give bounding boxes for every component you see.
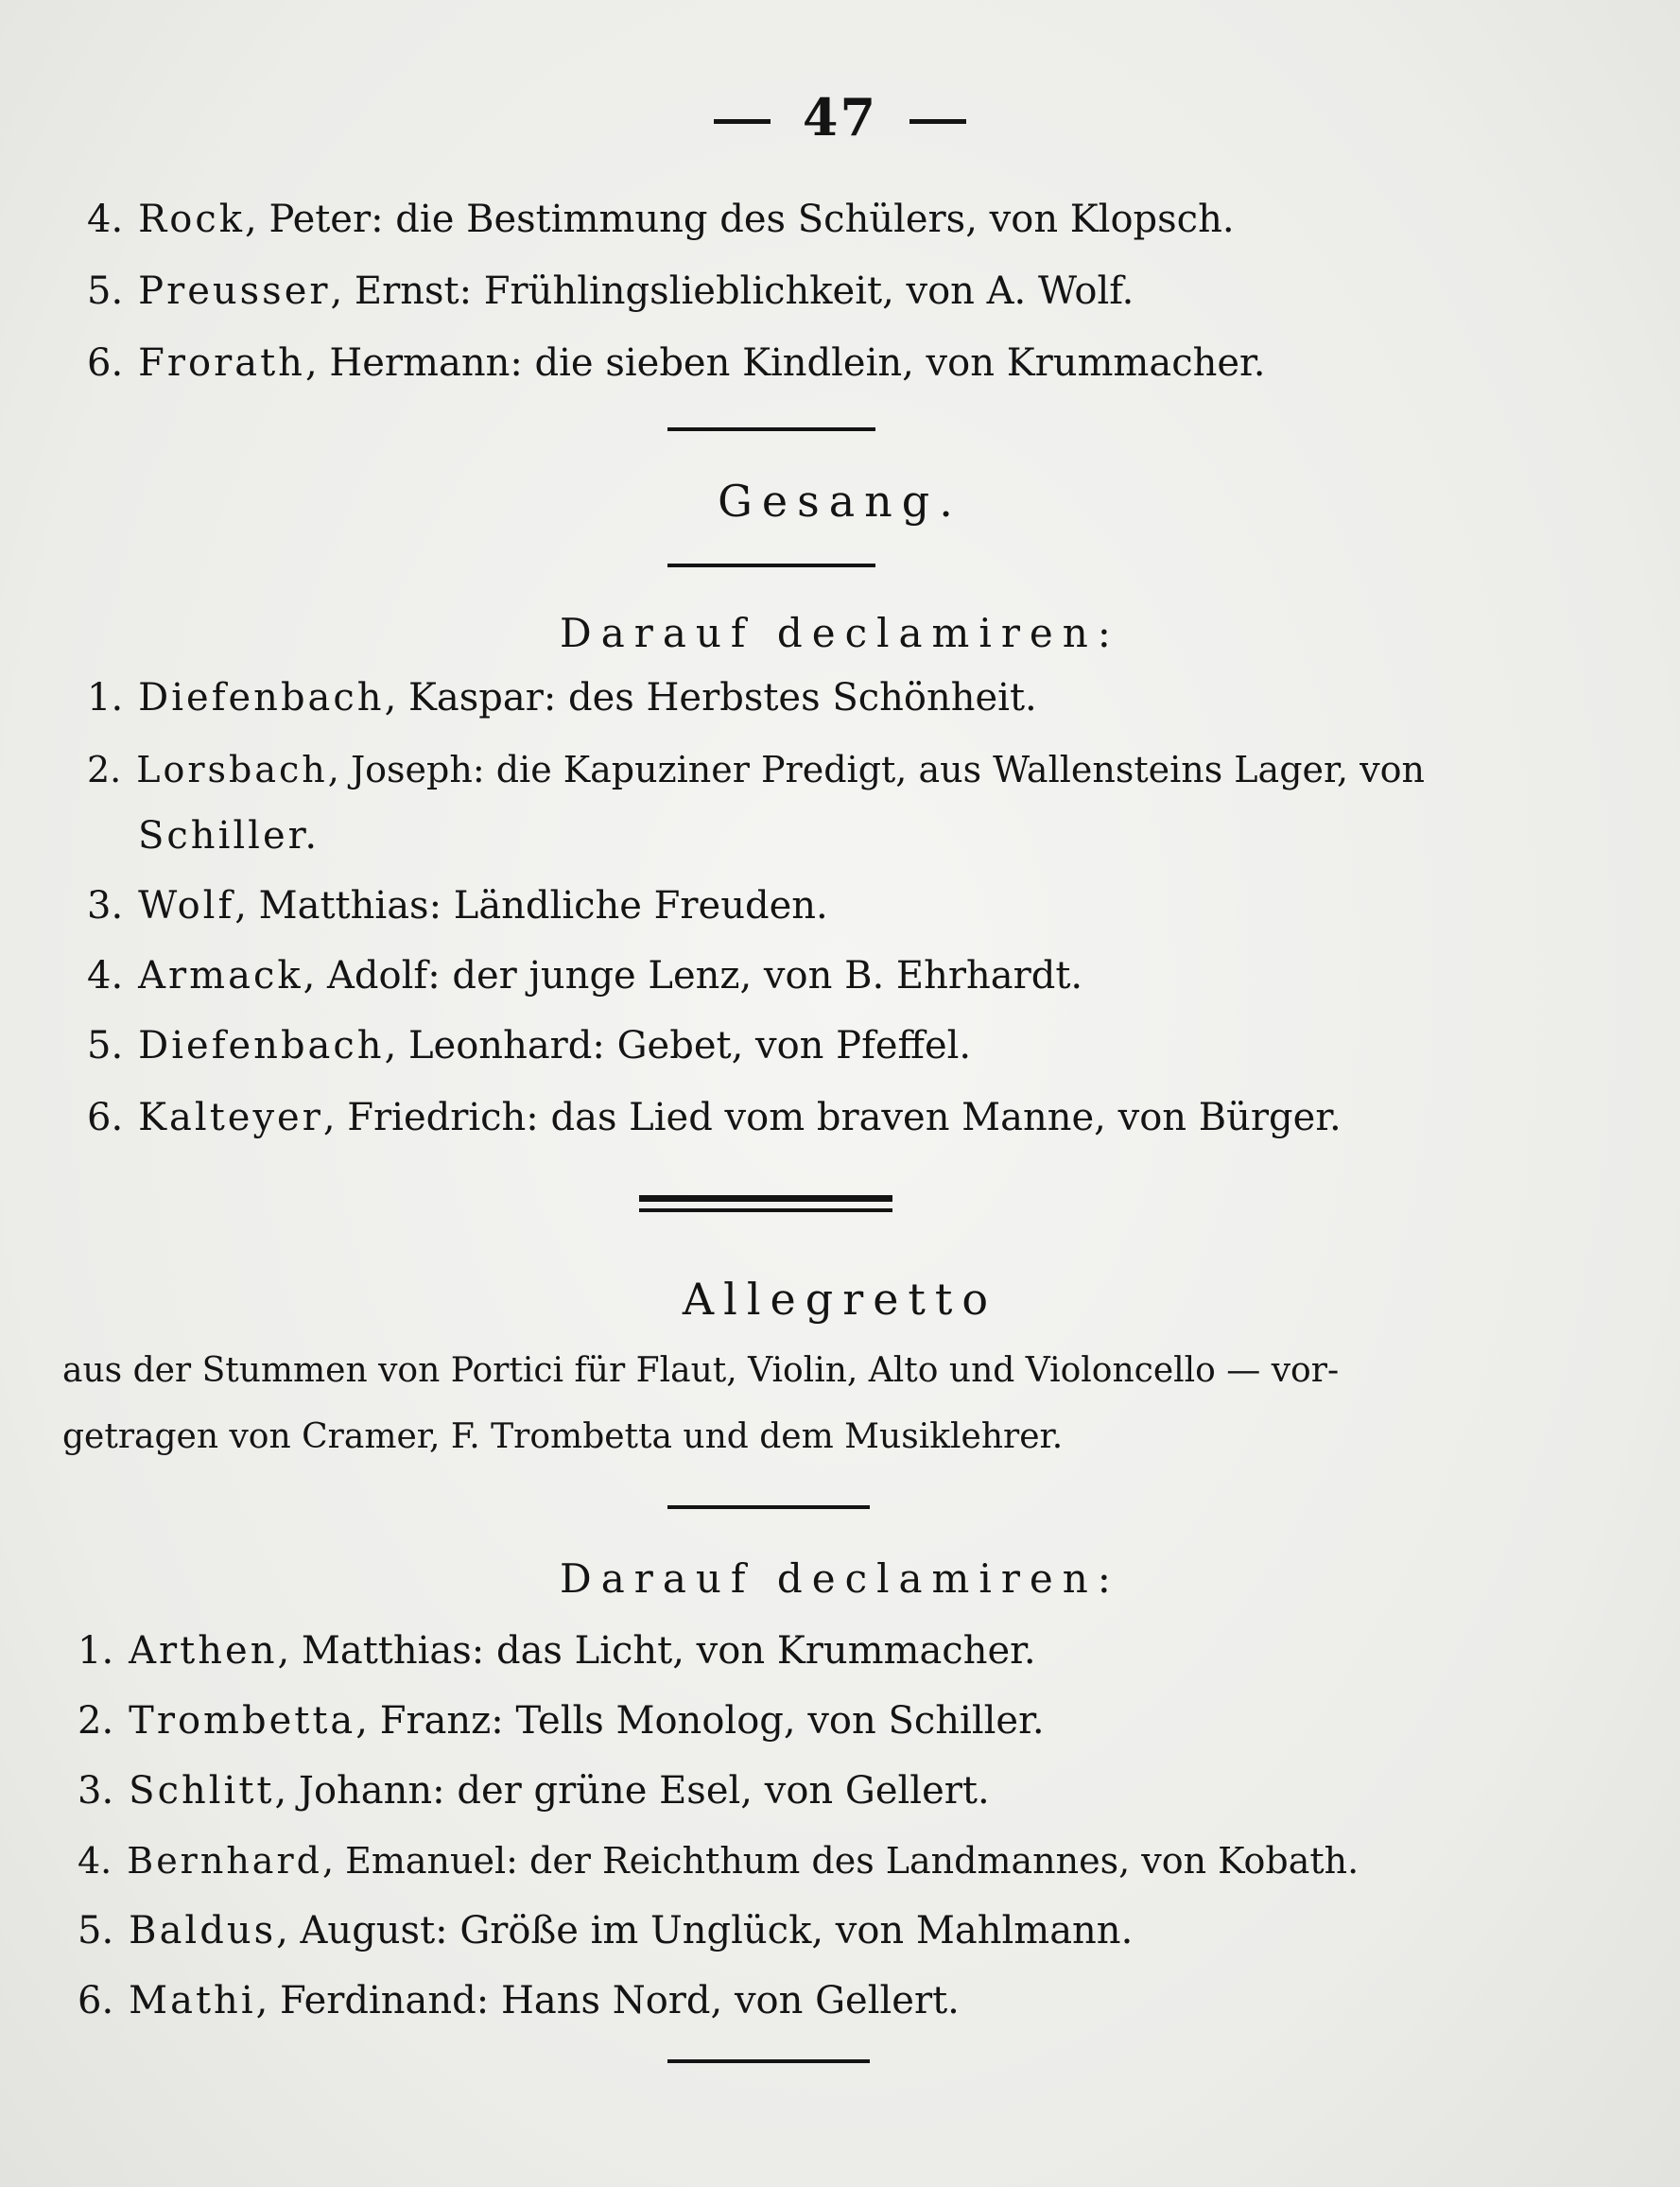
item-name: Lorsbach [136,749,328,790]
item-text: , Matthias: Ländliche Freuden. [234,884,828,928]
list-item [87,193,1235,246]
list-item [78,1694,1045,1747]
list-item [87,743,1425,796]
item-number: 1. [78,1629,114,1673]
item-text: , Peter: die Bestimmung des Schülers, von Klopsch. [245,198,1235,241]
declaim-heading: Darauf declamiren: [560,1555,1120,1602]
divider [667,564,875,567]
item-text: , Franz: Tells Monolog, von Schiller. [355,1699,1045,1743]
item-text: , Matthias: das Licht, von Krummacher. [277,1629,1036,1673]
double-divider-thin [639,1208,892,1212]
list-item [78,1834,1359,1887]
item-name: Preusser [138,269,331,313]
list-item [87,337,1265,390]
item-number: 2. [78,1699,114,1743]
item-text: , Ernst: Frühlingslieblichkeit, von A. Wolf. [330,269,1134,313]
item-number: 5. [87,1024,124,1067]
item-number: 5. [87,269,124,313]
item-name: Rock [138,198,246,241]
divider [667,427,875,431]
item-name: Bernhard [127,1840,322,1882]
item-name: Schlitt [129,1769,275,1813]
list-item-continuation [138,809,320,862]
item-text: , Leonhard: Gebet, von Pfeffel. [384,1024,972,1067]
item-text: Schiller. [138,814,320,858]
section-heading-gesang: Gesang. [718,476,962,527]
page-number-dash-right [909,119,966,124]
item-number: 2. [87,749,122,790]
item-text: , Emanuel: der Reichthum des Landmannes, von Kobath. [321,1840,1360,1882]
item-number: 3. [87,884,124,928]
list-item [87,949,1082,1002]
item-text: , Kaspar: des Herbstes Schönheit. [384,676,1037,720]
page-number-dash-left [714,119,771,124]
item-name: Diefenbach [138,1024,385,1067]
page-number-text: 47 [802,87,878,148]
list-item [87,1019,971,1072]
item-name: Baldus [129,1909,277,1953]
item-number: 6. [78,1979,114,2022]
list-item [78,1764,990,1817]
list-item [87,265,1134,318]
item-name: Arthen [129,1629,278,1673]
item-number: 4. [87,198,124,241]
declaim-heading: Darauf declamiren: [560,610,1120,656]
allegretto-description: aus der Stummen von Portici für Flaut, Violin, Alto und Violoncello — vor- [62,1351,1340,1390]
list-item [78,1624,1036,1677]
divider [667,2059,870,2063]
item-number: 4. [78,1840,113,1882]
item-text: , Hermann: die sieben Kindlein, von Krummacher. [304,341,1266,385]
item-text: , Friedrich: das Lied vom braven Manne, von Bürger. [322,1096,1342,1139]
item-name: Diefenbach [138,676,385,720]
double-divider [639,1195,892,1202]
allegretto-description-2: getragen von Cramer, F. Trombetta und dem Musiklehrer. [62,1417,1064,1456]
list-item [87,1091,1342,1144]
list-item [78,1904,1133,1957]
item-number: 6. [87,341,124,385]
item-text: , Ferdinand: Hans Nord, von Gellert. [255,1979,960,2022]
allegretto-title: Allegretto [682,1274,998,1325]
item-name: Armack [138,954,303,998]
divider [667,1505,870,1509]
item-text: , Johann: der grüne Esel, von Gellert. [274,1769,990,1813]
item-number: 5. [78,1909,114,1953]
item-name: Mathi [129,1979,256,2022]
item-name: Kalteyer [138,1096,323,1139]
list-item [78,1974,960,2027]
item-name: Trombetta [129,1699,356,1743]
item-number: 4. [87,954,124,998]
page-number [0,87,1680,148]
item-text: , August: Größe im Unglück, von Mahlmann. [276,1909,1134,1953]
item-name: Wolf [138,884,235,928]
item-number: 6. [87,1096,124,1139]
item-text: , Adolf: der junge Lenz, von B. Ehrhardt. [303,954,1083,998]
list-item [87,879,828,932]
item-number: 1. [87,676,124,720]
item-text: , Joseph: die Kapuziner Predigt, aus Wallensteins Lager, von [327,749,1425,790]
list-item [87,671,1037,724]
item-name: Frorath [138,341,305,385]
item-number: 3. [78,1769,114,1813]
